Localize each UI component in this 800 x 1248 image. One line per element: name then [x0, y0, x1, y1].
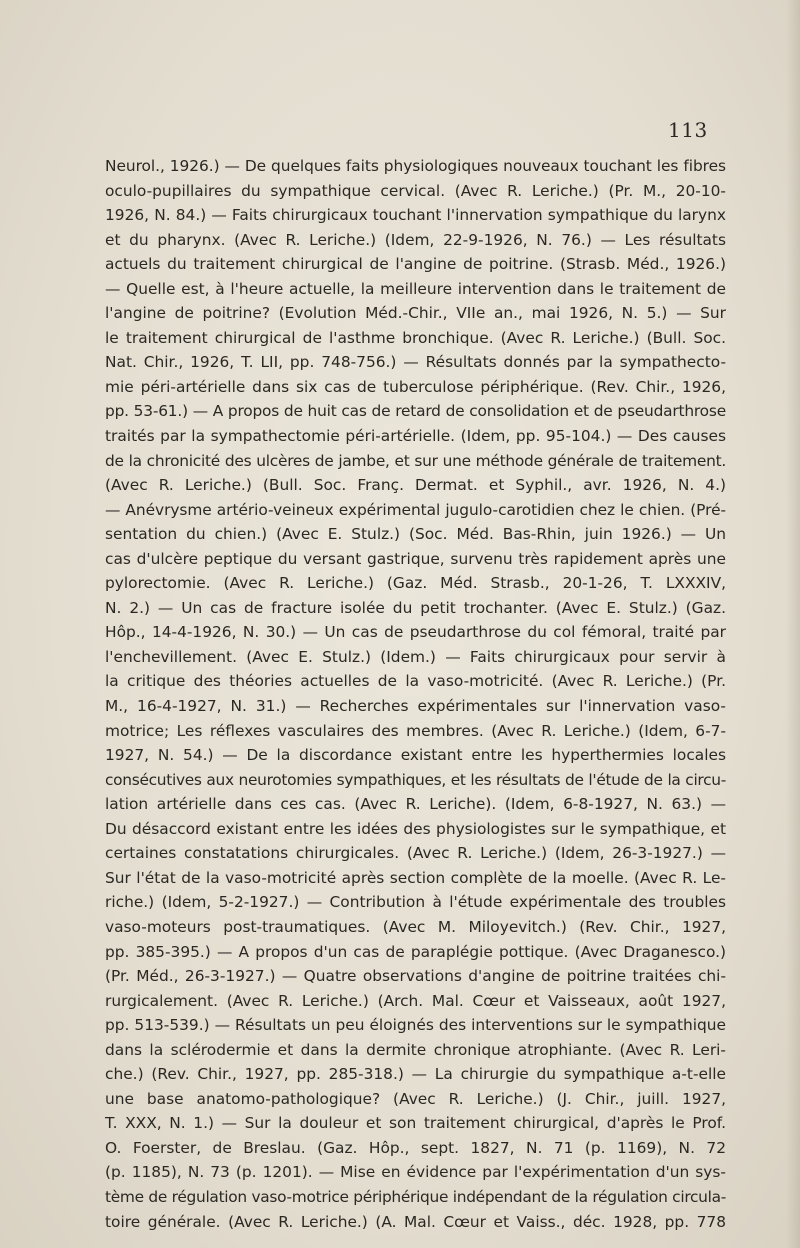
text-line: — Quelle est, à l'heure actuelle, la meilleure intervention dans le traitement de [105, 279, 726, 298]
text-line: la critique des théories actuelles de la vaso-motricité. (Avec R. Leriche.) (Pr. [105, 672, 726, 691]
text-line: traités par la sympathectomie péri-artérielle. (Idem, pp. 95-104.) — Des causes [105, 427, 726, 446]
text-line: 1927, N. 54.) — De la discordance existant entre les hyperthermies locales [105, 746, 726, 765]
text-line: oculo-pupillaires du sympathique cervical. (Avec R. Leriche.) (Pr. M., 20-10- [105, 181, 726, 200]
page-number: 113 [668, 118, 708, 142]
bibliography-text [105, 154, 726, 1234]
text-line: dans la sclérodermie et dans la dermite chronique atrophiante. (Avec R. Leri- [105, 1040, 726, 1059]
text-line: O. Foerster, de Breslau. (Gaz. Hôp., sept. 1827, N. 71 (p. 1169), N. 72 [105, 1138, 726, 1157]
text-line: — Anévrysme artério-veineux expérimental jugulo-carotidien chez le chien. (Pré- [105, 500, 726, 519]
text-line: Nat. Chir., 1926, T. LII, pp. 748-756.) — Résultats donnés par la sympathecto- [105, 353, 726, 372]
text-line: pp. 53-61.) — A propos de huit cas de retard de consolidation et de pseudarthrose [105, 402, 726, 421]
text-line: 1926, N. 84.) — Faits chirurgicaux touchant l'innervation sympathique du larynx [105, 206, 726, 225]
text-line: toire générale. (Avec R. Leriche.) (A. Mal. Cœur et Vaiss., déc. 1928, pp. 778 [105, 1212, 726, 1231]
text-line: le traitement chirurgical de l'asthme bronchique. (Avec R. Leriche.) (Bull. Soc. [105, 328, 726, 347]
text-line: Du désaccord existant entre les idées des physiologistes sur le sympathique, et [105, 819, 726, 838]
page-edge-shadow [786, 0, 800, 1248]
text-line: M., 16-4-1927, N. 31.) — Recherches expérimentales sur l'innervation vaso- [105, 697, 726, 716]
text-line: actuels du traitement chirurgical de l'angine de poitrine. (Strasb. Méd., 1926.) [105, 255, 726, 274]
text-line: N. 2.) — Un cas de fracture isolée du petit trochanter. (Avec E. Stulz.) (Gaz. [105, 598, 726, 617]
text-line: T. XXX, N. 1.) — Sur la douleur et son traitement chirurgical, d'après le Prof. [105, 1114, 726, 1133]
text-line: lation artérielle dans ces cas. (Avec R. Leriche). (Idem, 6-8-1927, N. 63.) — [105, 795, 726, 814]
text-line: cas d'ulcère peptique du versant gastrique, survenu très rapidement après une [105, 549, 726, 568]
text-line: pp. 385-395.) — A propos d'un cas de paraplégie pottique. (Avec Draganesco.) [105, 942, 726, 961]
text-line: che.) (Rev. Chir., 1927, pp. 285-318.) — La chirurgie du sympathique a-t-elle [105, 1065, 726, 1084]
text-line: vaso-moteurs post-traumatiques. (Avec M. Miloyevitch.) (Rev. Chir., 1927, [105, 917, 726, 936]
text-line: et du pharynx. (Avec R. Leriche.) (Idem, 22-9-1926, N. 76.) — Les résultats [105, 230, 726, 249]
text-line: l'enchevillement. (Avec E. Stulz.) (Idem.) — Faits chirurgicaux pour servir à [105, 647, 726, 666]
text-line: pp. 513-539.) — Résultats un peu éloignés des interventions sur le sympathique [105, 1016, 726, 1035]
text-line: (p. 1185), N. 73 (p. 1201). — Mise en évidence par l'expérimentation d'un sys- [105, 1163, 726, 1182]
text-line: Neurol., 1926.) — De quelques faits physiologiques nouveaux touchant les fibres [105, 157, 726, 175]
text-line: motrice; Les réflexes vasculaires des membres. (Avec R. Leriche.) (Idem, 6-7- [105, 721, 726, 740]
text-line: (Avec R. Leriche.) (Bull. Soc. Franç. Dermat. et Syphil., avr. 1926, N. 4.) [105, 476, 726, 495]
text-line: pylorectomie. (Avec R. Leriche.) (Gaz. Méd. Strasb., 20-1-26, T. LXXXIV, [105, 574, 726, 593]
text-line: de la chronicité des ulcères de jambe, et sur une méthode générale de traitement. [105, 451, 726, 470]
text-line: riche.) (Idem, 5-2-1927.) — Contribution à l'étude expérimentale des troubles [105, 893, 726, 912]
text-line: sentation du chien.) (Avec E. Stulz.) (Soc. Méd. Bas-Rhin, juin 1926.) — Un [105, 525, 726, 544]
text-line: une base anatomo-pathologique? (Avec R. Leriche.) (J. Chir., juill. 1927, [105, 1089, 726, 1108]
text-line: mie péri-artérielle dans six cas de tuberculose périphérique. (Rev. Chir., 1926, [105, 377, 726, 396]
text-line: rurgicalement. (Avec R. Leriche.) (Arch. Mal. Cœur et Vaisseaux, août 1927, [105, 991, 726, 1010]
text-line: Sur l'état de la vaso-motricité après section complète de la moelle. (Avec R. Le- [105, 868, 726, 887]
text-line: consécutives aux neurotomies sympathiques, et les résultats de l'étude de la circu- [105, 770, 726, 789]
text-line: l'angine de poitrine? (Evolution Méd.-Chir., VIIe an., mai 1926, N. 5.) — Sur [105, 304, 726, 323]
text-line: Hôp., 14-4-1926, N. 30.) — Un cas de pseudarthrose du col fémoral, traité par [105, 623, 726, 642]
text-line: (Pr. Méd., 26-3-1927.) — Quatre observations d'angine de poitrine traitées chi- [105, 967, 726, 986]
text-line: tème de régulation vaso-motrice périphérique indépendant de la régulation circula- [105, 1187, 726, 1206]
text-line: certaines constatations chirurgicales. (Avec R. Leriche.) (Idem, 26-3-1927.) — [105, 844, 726, 863]
